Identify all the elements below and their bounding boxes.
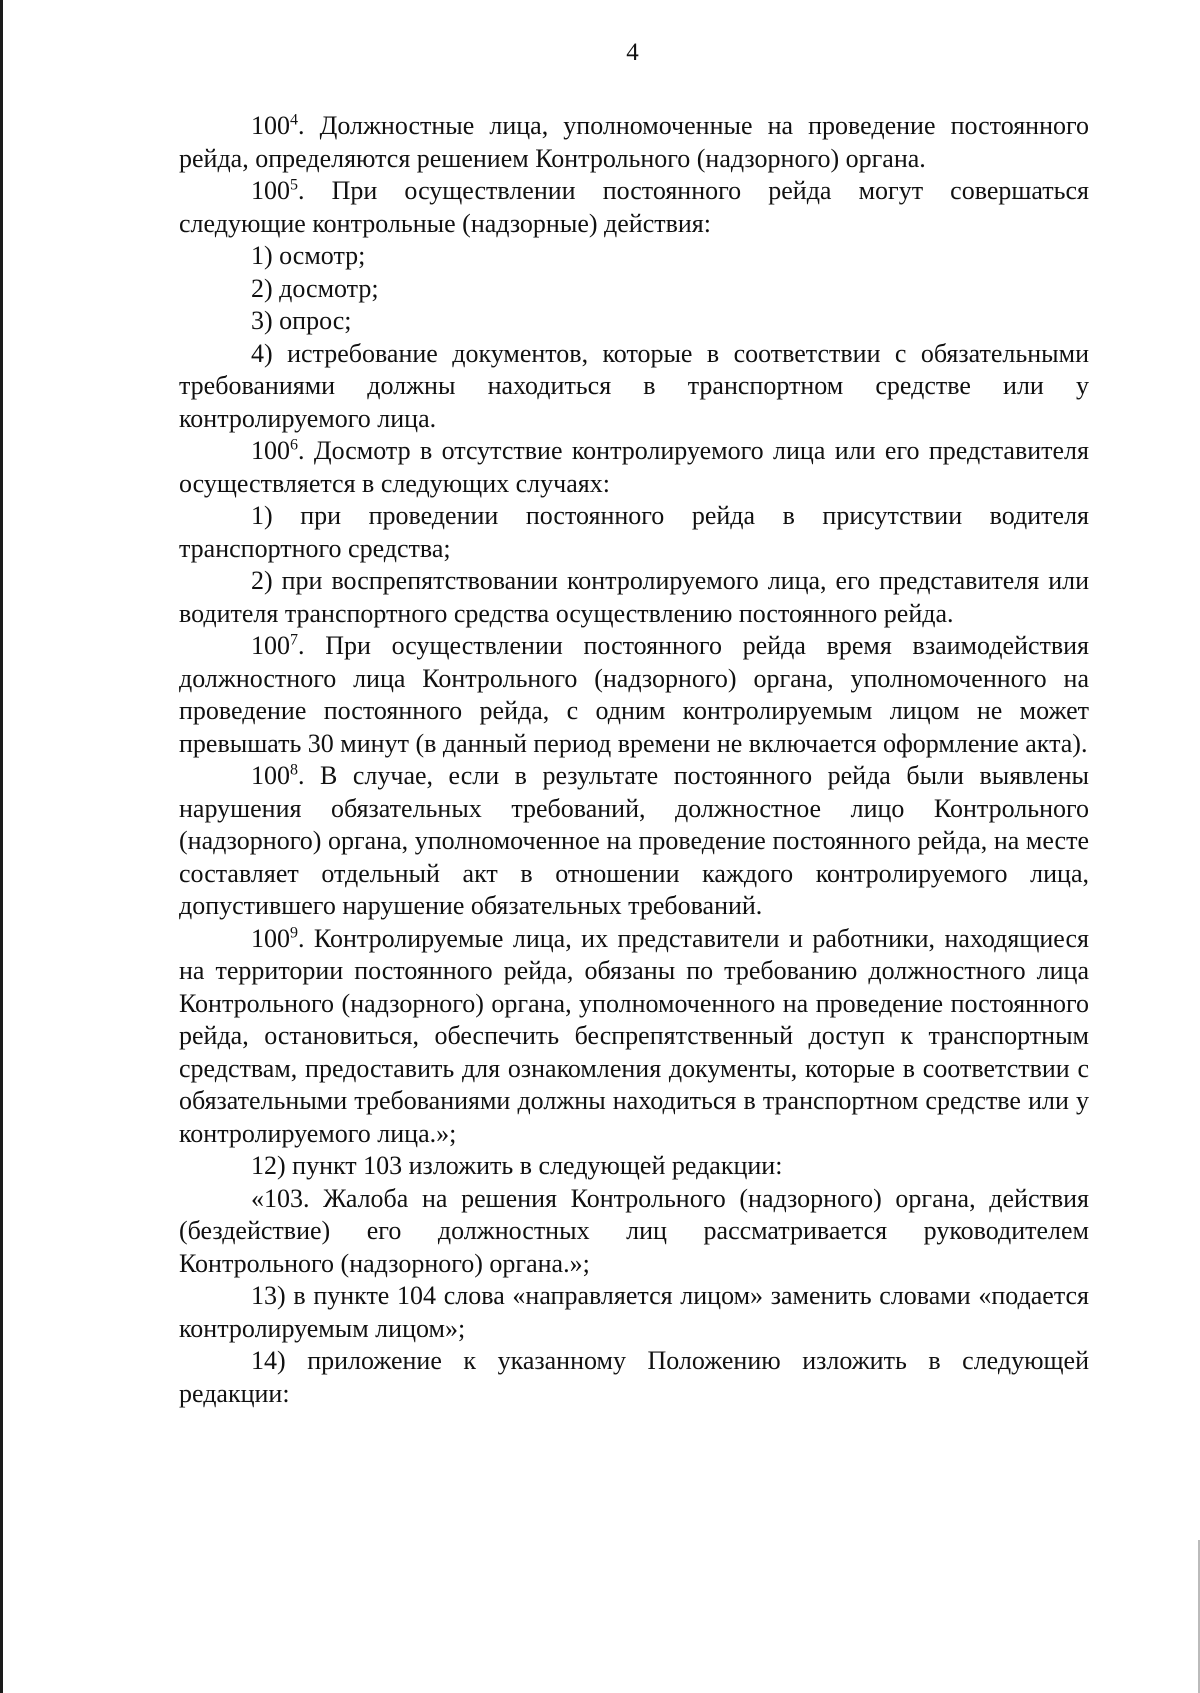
- list-item: 3) опрос;: [251, 306, 352, 335]
- clause-number: $100^4$: [251, 111, 298, 140]
- paragraph-text: . Должностные лица, уполномоченные на проведение постоянного рейда, определяются решением Контрольного (надзорного) органа.: [179, 111, 1089, 173]
- paragraph-100-5: [179, 175, 1089, 240]
- paragraph-100-9: [179, 923, 1089, 1151]
- amendment-item-14: 14) приложение к указанному Положению изложить в следующей редакции:: [179, 1346, 1089, 1408]
- document-body: [179, 110, 1089, 1410]
- amendment-item-12: 12) пункт 103 изложить в следующей редакции:: [251, 1151, 783, 1180]
- clause-number: $100^6$: [251, 436, 298, 465]
- quoted-clause-103: «103. Жалоба на решения Контрольного (надзорного) органа, действия (бездействие) его должностных лиц рассматривается руководителем Контрольного (надзорного) органа.»;: [179, 1183, 1089, 1278]
- scan-edge-left: [0, 0, 3, 1693]
- list-item: 2) при воспрепятствовании контролируемого лица, его представителя или водителя транспортного средства осуществлению постоянного рейда.: [179, 566, 1089, 628]
- clause-number: $100^7$: [251, 631, 298, 660]
- paragraph-100-7: [179, 630, 1089, 760]
- page-number: 4: [626, 39, 639, 66]
- paragraph-text: . При осуществлении постоянного рейда могут совершаться следующие контрольные (надзорные) действия:: [179, 176, 1089, 238]
- list-item: 1) осмотр;: [251, 241, 366, 270]
- list-item: 2) досмотр;: [251, 273, 379, 303]
- clause-number: $100^9$: [251, 923, 298, 953]
- paragraph-text: . При осуществлении постоянного рейда время взаимодействия должностного лица Контрольного (надзорного) органа, уполномоченного на проведение постоянного рейда, с одним контролируемым лицом не может превышать 30 минут (в данный период времени не включается оформление акта).: [179, 631, 1089, 758]
- paragraph-100-8: [179, 760, 1089, 923]
- clause-number: $100^8$: [251, 761, 298, 790]
- paragraph-100-4: [179, 110, 1089, 175]
- paragraph-text: . Досмотр в отсутствие контролируемого лица или его представителя осуществляется в следующих случаях:: [179, 436, 1089, 498]
- paragraph-text: . В случае, если в результате постоянного рейда были выявлены нарушения обязательных требований, должностное лицо Контрольного (надзорного) органа, уполномоченное на проведение постоянного рейда, на месте составляет отдельный акт в отношении каждого контролируемого лица, допустившего нарушение обязательных требований.: [179, 761, 1089, 920]
- list-item: 1) при проведении постоянного рейда в присутствии водителя транспортного средства;: [179, 501, 1089, 563]
- paragraph-text: . Контролируемые лица, их представители и работники, находящиеся на территории постоянного рейда, обязаны по требованию должностного лица Контрольного (надзорного) органа, уполномоченного на проведение постоянного рейда, остановиться, обеспечить беспрепятственный доступ к транспортным средствам, предоставить для ознакомления документы, которые в соответствии с обязательными требованиями должны находиться в транспортном средстве или у контролируемого лица.»;: [179, 923, 1089, 1148]
- list-item: 4) истребование документов, которые в соответствии с обязательными требованиями должны находиться в транспортном средстве или у контролируемого лица.: [179, 338, 1089, 433]
- paragraph-100-6: [179, 435, 1089, 500]
- amendment-item-13: 13) в пункте 104 слова «направляется лицом» заменить словами «подается контролируемым лицом»;: [179, 1281, 1089, 1343]
- clause-number: $100^5$: [251, 176, 298, 205]
